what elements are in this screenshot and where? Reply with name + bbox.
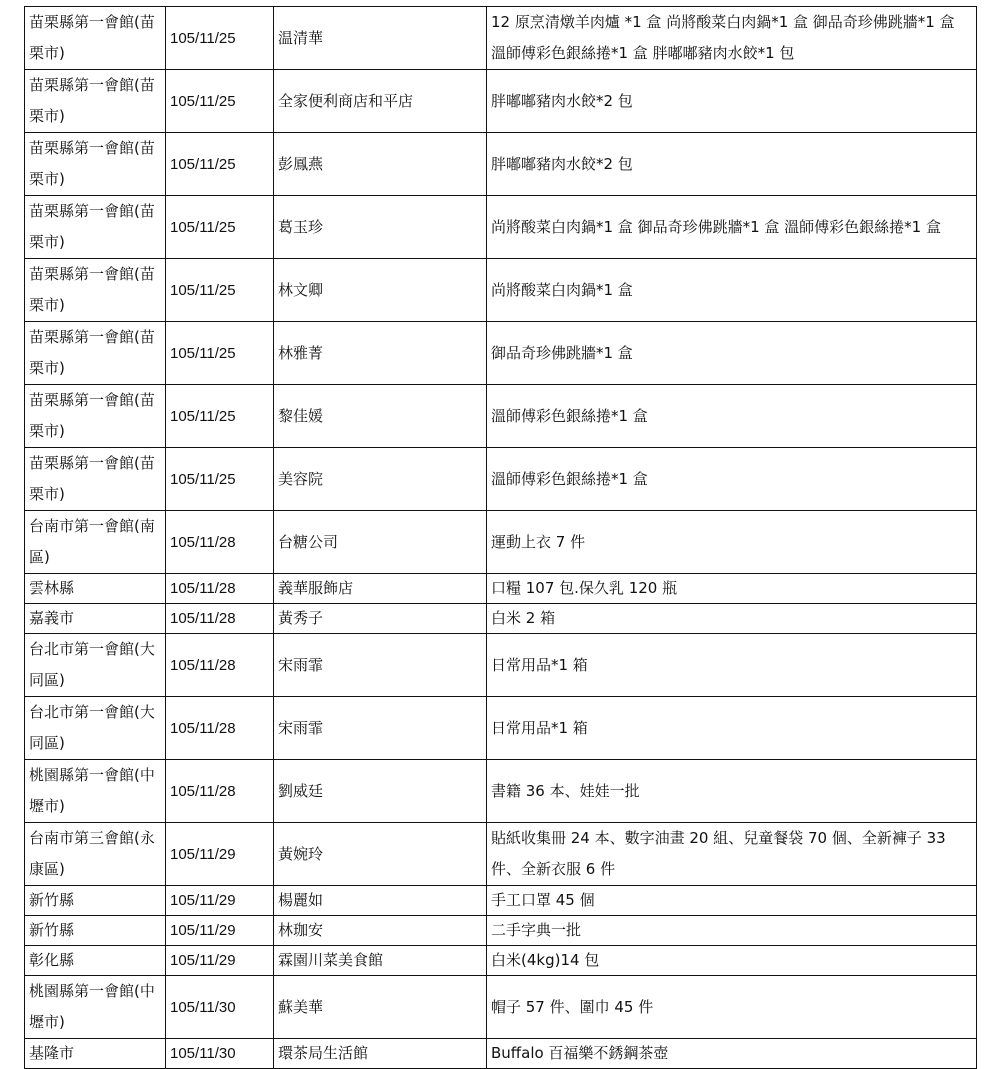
location-cell: 雲林縣 <box>25 574 166 604</box>
donor-cell: 霖園川菜美食館 <box>274 946 487 976</box>
items-cell: 日常用品*1 箱 <box>487 697 977 760</box>
donor-cell: 美容院 <box>274 448 487 511</box>
items-cell: Buffalo 百福樂不銹鋼茶壺 <box>487 1039 977 1069</box>
table-row <box>25 1039 977 1069</box>
date-cell: 105/11/25 <box>166 259 274 322</box>
items-cell: 御品奇珍佛跳牆*1 盒 <box>487 322 977 385</box>
donor-cell: 彭鳳燕 <box>274 133 487 196</box>
date-cell: 105/11/28 <box>166 634 274 697</box>
date-cell: 105/11/28 <box>166 760 274 823</box>
items-cell: 尚將酸菜白肉鍋*1 盒 御品奇珍佛跳牆*1 盒 溫師傅彩色銀絲捲*1 盒 <box>487 196 977 259</box>
table-row <box>25 697 977 760</box>
items-cell: 尚將酸菜白肉鍋*1 盒 <box>487 259 977 322</box>
date-cell: 105/11/28 <box>166 604 274 634</box>
location-cell: 基隆市 <box>25 1039 166 1069</box>
date-cell: 105/11/30 <box>166 976 274 1039</box>
location-cell: 苗栗縣第一會館(苗栗市) <box>25 133 166 196</box>
items-cell: 白米 2 箱 <box>487 604 977 634</box>
location-cell: 台北市第一會館(大同區) <box>25 634 166 697</box>
date-cell: 105/11/25 <box>166 385 274 448</box>
table-row <box>25 7 977 70</box>
table-row <box>25 196 977 259</box>
table-row <box>25 385 977 448</box>
donor-cell: 全家便利商店和平店 <box>274 70 487 133</box>
table-row <box>25 133 977 196</box>
donor-cell: 黎佳媛 <box>274 385 487 448</box>
table-row <box>25 886 977 916</box>
table-row <box>25 604 977 634</box>
donor-cell: 宋雨霏 <box>274 697 487 760</box>
date-cell: 105/11/29 <box>166 823 274 886</box>
date-cell: 105/11/25 <box>166 322 274 385</box>
items-cell: 運動上衣 7 件 <box>487 511 977 574</box>
location-cell: 苗栗縣第一會館(苗栗市) <box>25 322 166 385</box>
date-cell: 105/11/25 <box>166 448 274 511</box>
date-cell: 105/11/30 <box>166 1039 274 1069</box>
table-row <box>25 976 977 1039</box>
items-cell: 溫師傅彩色銀絲捲*1 盒 <box>487 385 977 448</box>
table-row <box>25 823 977 886</box>
donation-table <box>24 6 977 1069</box>
date-cell: 105/11/29 <box>166 886 274 916</box>
date-cell: 105/11/25 <box>166 7 274 70</box>
table-row <box>25 916 977 946</box>
donor-cell: 劉威廷 <box>274 760 487 823</box>
table-row <box>25 574 977 604</box>
location-cell: 苗栗縣第一會館(苗栗市) <box>25 70 166 133</box>
items-cell: 胖嘟嘟豬肉水餃*2 包 <box>487 70 977 133</box>
donor-cell: 台糖公司 <box>274 511 487 574</box>
date-cell: 105/11/29 <box>166 916 274 946</box>
items-cell: 書籍 36 本、娃娃一批 <box>487 760 977 823</box>
location-cell: 苗栗縣第一會館(苗栗市) <box>25 385 166 448</box>
items-cell: 12 原烹清燉羊肉爐 *1 盒 尚將酸菜白肉鍋*1 盒 御品奇珍佛跳牆*1 盒 溫師傅彩色銀絲捲*1 盒 胖嘟嘟豬肉水餃*1 包 <box>487 7 977 70</box>
donor-cell: 宋雨霏 <box>274 634 487 697</box>
date-cell: 105/11/25 <box>166 133 274 196</box>
location-cell: 桃園縣第一會館(中壢市) <box>25 976 166 1039</box>
donor-cell: 環茶局生活館 <box>274 1039 487 1069</box>
location-cell: 苗栗縣第一會館(苗栗市) <box>25 196 166 259</box>
donor-cell: 蘇美華 <box>274 976 487 1039</box>
items-cell: 日常用品*1 箱 <box>487 634 977 697</box>
location-cell: 彰化縣 <box>25 946 166 976</box>
items-cell: 口糧 107 包.保久乳 120 瓶 <box>487 574 977 604</box>
location-cell: 台北市第一會館(大同區) <box>25 697 166 760</box>
items-cell: 貼紙收集冊 24 本、數字油畫 20 組、兒童餐袋 70 個、全新褲子 33 件、全新衣服 6 件 <box>487 823 977 886</box>
items-cell: 手工口罩 45 個 <box>487 886 977 916</box>
donor-cell: 黃秀子 <box>274 604 487 634</box>
location-cell: 苗栗縣第一會館(苗栗市) <box>25 259 166 322</box>
location-cell: 苗栗縣第一會館(苗栗市) <box>25 7 166 70</box>
table-row <box>25 760 977 823</box>
date-cell: 105/11/28 <box>166 574 274 604</box>
table-row <box>25 634 977 697</box>
date-cell: 105/11/25 <box>166 196 274 259</box>
date-cell: 105/11/28 <box>166 697 274 760</box>
location-cell: 新竹縣 <box>25 886 166 916</box>
location-cell: 台南市第一會館(南區) <box>25 511 166 574</box>
location-cell: 新竹縣 <box>25 916 166 946</box>
donor-cell: 温清華 <box>274 7 487 70</box>
date-cell: 105/11/28 <box>166 511 274 574</box>
date-cell: 105/11/29 <box>166 946 274 976</box>
location-cell: 台南市第三會館(永康區) <box>25 823 166 886</box>
table-row <box>25 259 977 322</box>
document-page <box>24 6 976 1069</box>
items-cell: 二手字典一批 <box>487 916 977 946</box>
donor-cell: 義華服飾店 <box>274 574 487 604</box>
date-cell: 105/11/25 <box>166 70 274 133</box>
table-row <box>25 448 977 511</box>
donor-cell: 林珈安 <box>274 916 487 946</box>
location-cell: 桃園縣第一會館(中壢市) <box>25 760 166 823</box>
donor-cell: 林文卿 <box>274 259 487 322</box>
donor-cell: 黃婉玲 <box>274 823 487 886</box>
donor-cell: 楊麗如 <box>274 886 487 916</box>
items-cell: 溫師傅彩色銀絲捲*1 盒 <box>487 448 977 511</box>
table-row <box>25 511 977 574</box>
location-cell: 嘉義市 <box>25 604 166 634</box>
donor-cell: 葛玉珍 <box>274 196 487 259</box>
items-cell: 白米(4kg)14 包 <box>487 946 977 976</box>
table-row <box>25 322 977 385</box>
table-row <box>25 946 977 976</box>
items-cell: 胖嘟嘟豬肉水餃*2 包 <box>487 133 977 196</box>
table-row <box>25 70 977 133</box>
donor-cell: 林雅菁 <box>274 322 487 385</box>
location-cell: 苗栗縣第一會館(苗栗市) <box>25 448 166 511</box>
items-cell: 帽子 57 件、圍巾 45 件 <box>487 976 977 1039</box>
